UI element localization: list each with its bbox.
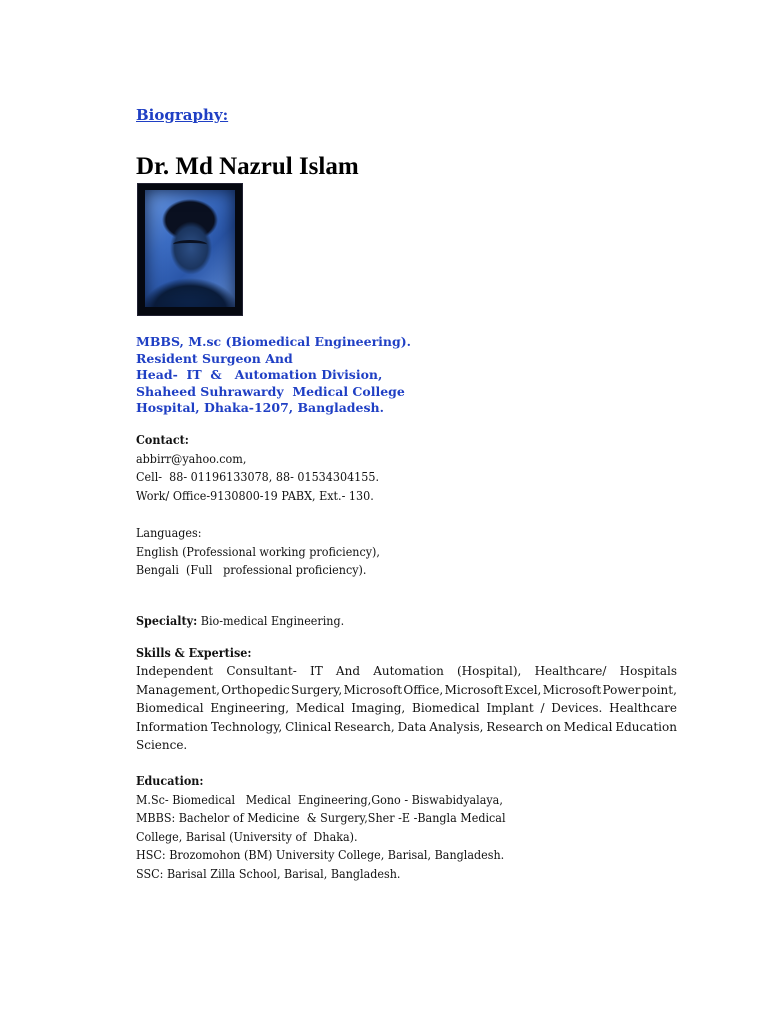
- skills-section: [136, 644, 251, 663]
- skills-word: Imaging,: [351, 701, 406, 716]
- skills-word: Technology,: [210, 719, 283, 734]
- skills-word: Biomedical: [136, 701, 204, 716]
- person-name-title: Dr. Md Nazrul Islam: [136, 153, 359, 180]
- skills-word: Medical: [563, 719, 613, 734]
- skills-heading: Skills & Expertise:: [136, 646, 252, 660]
- skills-word: Healthcare/: [534, 664, 607, 678]
- education-line: HSC: Brozomohon (BM) University College, Barisal, Bangladesh.: [136, 848, 505, 863]
- languages-heading: Languages:: [136, 526, 202, 540]
- credential-line: MBBS, M.sc (Biomedical Engineering).: [136, 334, 412, 349]
- profile-photo: [138, 184, 242, 315]
- skills-line: [136, 699, 677, 718]
- skills-word: Medical: [295, 701, 345, 716]
- specialty-heading: Specialty:: [136, 614, 198, 628]
- credential-line: Shaheed Suhrawardy Medical College: [136, 383, 405, 399]
- skills-line: [136, 662, 677, 681]
- credential-line: Hospital, Dhaka-1207, Bangladesh.: [136, 400, 384, 415]
- specialty-section: [136, 612, 344, 631]
- portrait-image: [145, 190, 235, 307]
- skills-word: IT: [309, 664, 323, 678]
- education-line: SSC: Barisal Zilla School, Barisal, Bangladesh.: [136, 866, 401, 881]
- skills-word: Information: [136, 719, 209, 734]
- education-section: [136, 772, 506, 884]
- skills-word: Biomedical: [412, 701, 480, 716]
- skills-word: Microsoft: [542, 682, 602, 697]
- skills-word: Consultant-: [226, 664, 297, 678]
- skills-word: Power: [602, 682, 641, 697]
- skills-word: /: [540, 701, 545, 716]
- skills-word: Data: [397, 719, 427, 734]
- skills-last-line: Science.: [136, 738, 188, 753]
- credential-line: Resident Surgeon And: [136, 350, 293, 366]
- language-line: English (Professional working proficiency),: [136, 544, 380, 559]
- skills-word: Research,: [334, 719, 395, 734]
- skills-word: Healthcare: [609, 701, 677, 716]
- skills-word: Hospitals: [619, 664, 677, 678]
- skills-word: Independent: [136, 664, 214, 678]
- skills-word: Automation: [373, 664, 444, 678]
- contact-office: Work/ Office-9130800-19 PABX, Ext.- 130.: [136, 488, 374, 503]
- contact-heading: Contact:: [136, 433, 189, 447]
- skills-line: [136, 718, 677, 737]
- skills-line: [136, 681, 677, 700]
- skills-word: Microsoft: [444, 682, 504, 697]
- skills-word: Analysis,: [429, 719, 484, 734]
- skills-word: Office,: [403, 682, 444, 697]
- skills-word: on: [545, 719, 561, 734]
- education-heading: Education:: [136, 774, 204, 788]
- skills-word: Excel,: [504, 682, 542, 697]
- credentials-block: [136, 334, 411, 417]
- skills-word: Engineering,: [210, 701, 290, 716]
- skills-paragraph: [136, 662, 677, 755]
- credential-line: Head- IT & Automation Division,: [136, 367, 383, 382]
- languages-section: [136, 524, 380, 580]
- biography-heading: Biography:: [136, 106, 229, 124]
- skills-word: Management,: [136, 682, 220, 697]
- skills-word: Surgery,: [291, 682, 343, 697]
- skills-word: Research: [486, 719, 544, 734]
- contact-email: abbirr@yahoo.com,: [136, 451, 247, 466]
- portrait-shading: [173, 240, 207, 249]
- education-line: College, Barisal (University of Dhaka).: [136, 829, 358, 844]
- skills-word: (Hospital),: [457, 664, 522, 678]
- skills-word: Orthopedic: [221, 682, 290, 697]
- skills-word: Devices.: [551, 701, 603, 716]
- language-line: Bengali (Full professional proficiency).: [136, 563, 367, 578]
- contact-cell: Cell- 88- 01196133078, 88- 01534304155.: [136, 470, 380, 485]
- contact-section: [136, 431, 379, 505]
- skills-word: point,: [641, 682, 677, 697]
- skills-word: And: [335, 664, 360, 678]
- education-line: MBBS: Bachelor of Medicine & Surgery,Sher -E -Bangla Medical: [136, 811, 506, 826]
- skills-word: Clinical: [285, 719, 332, 734]
- specialty-value: Bio-medical Engineering.: [197, 614, 345, 628]
- skills-word: Microsoft: [343, 682, 403, 697]
- education-line: M.Sc- Biomedical Medical Engineering,Gono - Biswabidyalaya,: [136, 792, 503, 807]
- skills-word: Implant: [486, 701, 534, 716]
- skills-word: Education: [615, 719, 677, 734]
